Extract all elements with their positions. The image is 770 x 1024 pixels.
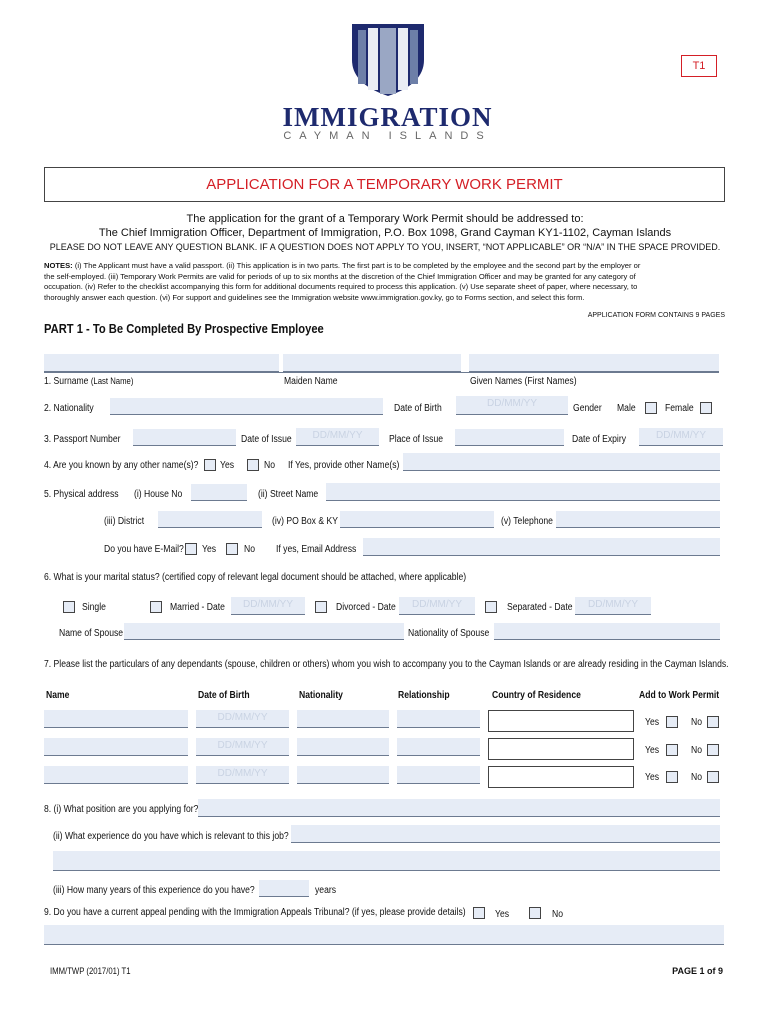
notes	[44, 261, 734, 304]
divorced-checkbox[interactable]	[315, 601, 327, 613]
dependant-country-input[interactable]	[488, 766, 634, 788]
expiry-input[interactable]: DD/MM/YY	[639, 428, 723, 446]
surname-label: 1. Surname (Last Name)	[44, 376, 134, 387]
single-label: Single	[82, 602, 106, 613]
divorced-date-input[interactable]: DD/MM/YY	[399, 597, 475, 615]
dependant-country-input[interactable]	[488, 738, 634, 760]
other-names-ifyes-label: If Yes, provide other Name(s)	[288, 460, 400, 471]
blank-warning: PLEASE DO NOT LEAVE ANY QUESTION BLANK. IF A QUESTION DOES NOT APPLY TO YOU, INSERT, “NOT APPLICABLE” OR “N/A” IN THE SPACE PROVIDED.	[49, 242, 721, 252]
years-question: (iii) How many years of this experience do you have?	[53, 885, 255, 896]
logo-subtitle: CAYMAN ISLANDS	[283, 130, 492, 142]
email-question: Do you have E-Mail?	[104, 544, 184, 555]
spouse-nationality-input[interactable]	[494, 623, 720, 640]
col-country: Country of Residence	[492, 690, 581, 701]
other-names-yes-label: Yes	[220, 460, 235, 471]
maiden-name-label: Maiden Name	[284, 376, 338, 387]
pobox-input[interactable]	[340, 511, 494, 528]
married-date-input[interactable]: DD/MM/YY	[231, 597, 305, 615]
email-no-checkbox[interactable]	[226, 543, 238, 555]
notes-label: NOTES:	[44, 261, 73, 270]
years-input[interactable]	[259, 880, 309, 897]
notes-line-4: thoroughly answer each question. (vi) For support and guidelines see the Immigration website www.immigration.gov.ky, go to Forms section, and select this form.	[44, 293, 585, 303]
street-name-label: (ii) Street Name	[258, 489, 319, 500]
experience-input[interactable]	[291, 825, 720, 843]
separated-date-input[interactable]: DD/MM/YY	[575, 597, 651, 615]
col-add-to-permit: Add to Work Permit	[639, 690, 720, 701]
permit-no-checkbox[interactable]	[707, 771, 719, 783]
house-no-input[interactable]	[191, 484, 247, 501]
email-no-label: No	[244, 544, 256, 555]
part-title: PART 1 - To Be Completed By Prospective Employee	[44, 321, 324, 336]
shield-logo-icon	[348, 22, 428, 97]
dependant-nationality-input[interactable]	[297, 710, 389, 728]
permit-yes-checkbox[interactable]	[666, 771, 678, 783]
married-checkbox[interactable]	[150, 601, 162, 613]
years-label: years	[315, 885, 337, 896]
gender-label: Gender	[573, 403, 602, 414]
other-names-input[interactable]	[403, 453, 720, 471]
appeal-yes-label: Yes	[495, 909, 510, 920]
dependants-question: 7. Please list the particulars of any dependants (spouse, children or others) whom you wish to accompany you to the Cayman Islands or are already residing in the Cayman Islands.	[44, 659, 729, 670]
female-checkbox[interactable]	[700, 402, 712, 414]
house-no-label: (i) House No	[134, 489, 183, 500]
separated-label: Separated - Date	[507, 602, 573, 613]
male-checkbox[interactable]	[645, 402, 657, 414]
permit-no-label: No	[691, 717, 703, 728]
col-dob: Date of Birth	[198, 690, 250, 701]
issue-date-input[interactable]: DD/MM/YY	[296, 428, 379, 446]
telephone-label: (v) Telephone	[501, 516, 553, 527]
email-ifyes-label: If yes, Email Address	[276, 544, 357, 555]
logo-title: IMMIGRATION	[282, 102, 493, 132]
permit-no-checkbox[interactable]	[707, 716, 719, 728]
maiden-name-input[interactable]	[283, 354, 461, 372]
permit-no-checkbox[interactable]	[707, 744, 719, 756]
single-checkbox[interactable]	[63, 601, 75, 613]
col-nationality: Nationality	[299, 690, 343, 701]
given-names-input[interactable]	[469, 354, 719, 372]
email-input[interactable]	[363, 538, 720, 556]
position-input[interactable]	[198, 799, 720, 817]
given-names-label: Given Names (First Names)	[470, 376, 577, 387]
form-code-badge: T1	[681, 55, 717, 77]
dependant-nationality-input[interactable]	[297, 766, 389, 784]
footer-form-code: IMM/TWP (2017/01) T1	[50, 966, 131, 976]
dependant-dob-input[interactable]: DD/MM/YY	[196, 738, 289, 756]
spouse-name-label: Name of Spouse	[59, 628, 124, 639]
permit-yes-label: Yes	[645, 745, 660, 756]
dependant-name-input[interactable]	[44, 766, 188, 784]
appeal-details-input[interactable]	[44, 925, 724, 945]
page-number: PAGE 1 of 9	[672, 966, 723, 976]
issue-date-label: Date of Issue	[241, 434, 292, 445]
address-line-1: The application for the grant of a Temporary Work Permit should be addressed to:	[186, 213, 584, 225]
permit-yes-checkbox[interactable]	[666, 716, 678, 728]
address-line-2: The Chief Immigration Officer, Department of Immigration, P.O. Box 1098, Grand Cayman KY1-1102, Cayman Islands	[98, 227, 672, 239]
appeal-yes-checkbox[interactable]	[473, 907, 485, 919]
other-names-yes-checkbox[interactable]	[204, 459, 216, 471]
dependant-dob-input[interactable]: DD/MM/YY	[196, 766, 289, 784]
dependant-name-input[interactable]	[44, 738, 188, 756]
dependant-nationality-input[interactable]	[297, 738, 389, 756]
dependant-country-input[interactable]	[488, 710, 634, 732]
female-label: Female	[665, 403, 694, 414]
telephone-input[interactable]	[556, 511, 720, 528]
col-name: Name	[46, 690, 70, 701]
pobox-label: (iv) PO Box & KY	[272, 516, 338, 527]
permit-yes-label: Yes	[645, 717, 660, 728]
form-title: APPLICATION FOR A TEMPORARY WORK PERMIT	[206, 176, 563, 193]
experience-input-line-2[interactable]	[53, 851, 720, 871]
col-relationship: Relationship	[398, 690, 450, 701]
email-yes-label: Yes	[202, 544, 217, 555]
dependant-name-input[interactable]	[44, 710, 188, 728]
permit-no-label: No	[691, 772, 703, 783]
dependant-dob-input[interactable]: DD/MM/YY	[196, 710, 289, 728]
dependant-relationship-input[interactable]	[397, 738, 480, 756]
notes-line-2: the self-employed. (iii) Temporary Work Permits are valid for periods of up to six months at the discretion of the Chief Immigration Officer and may be granted for any category of	[44, 271, 636, 281]
district-input[interactable]	[158, 511, 262, 528]
permit-yes-checkbox[interactable]	[666, 744, 678, 756]
issue-place-label: Place of Issue	[389, 434, 444, 445]
issue-place-input[interactable]	[455, 429, 564, 446]
dependant-relationship-input[interactable]	[397, 710, 480, 728]
passport-input[interactable]	[133, 429, 236, 446]
marital-status-question: 6. What is your marital status? (certified copy of relevant legal document should be attached, where applicable)	[44, 572, 467, 583]
pages-note: APPLICATION FORM CONTAINS 9 PAGES	[587, 312, 725, 319]
other-names-no-checkbox[interactable]	[247, 459, 259, 471]
married-label: Married - Date	[170, 602, 225, 613]
email-yes-checkbox[interactable]	[185, 543, 197, 555]
expiry-label: Date of Expiry	[572, 434, 627, 445]
separated-checkbox[interactable]	[485, 601, 497, 613]
spouse-name-input[interactable]	[124, 623, 404, 640]
divorced-label: Divorced - Date	[336, 602, 396, 613]
physical-address-label: 5. Physical address	[44, 489, 119, 500]
appeal-question: 9. Do you have a current appeal pending with the Immigration Appeals Tribunal? (if yes, please provide details)	[44, 907, 466, 918]
dob-input[interactable]: DD/MM/YY	[456, 396, 568, 415]
spouse-nationality-label: Nationality of Spouse	[408, 628, 490, 639]
dependant-relationship-input[interactable]	[397, 766, 480, 784]
surname-input[interactable]	[44, 354, 279, 372]
permit-no-label: No	[691, 745, 703, 756]
notes-line-3: occupation. (iv) Refer to the checklist accompanying this form for additional documents required to process this application. (v) Use separate sheet of paper, where necessary, to	[44, 282, 638, 292]
notes-line-1: (i) The Applicant must have a valid passport. (ii) This application is in two parts. The first part is to be completed by the employee and the second part by the employer or	[72, 261, 641, 270]
immigration-logo	[280, 22, 495, 147]
district-label: (iii) District	[104, 516, 145, 527]
other-names-question: 4. Are you known by any other name(s)?	[44, 460, 199, 471]
male-label: Male	[617, 403, 636, 414]
other-names-no-label: No	[264, 460, 276, 471]
dob-label: Date of Birth	[394, 403, 442, 414]
experience-question: (ii) What experience do you have which is relevant to this job?	[53, 831, 289, 842]
appeal-no-checkbox[interactable]	[529, 907, 541, 919]
nationality-input[interactable]	[110, 398, 383, 415]
street-name-input[interactable]	[326, 483, 720, 501]
position-question: 8. (i) What position are you applying for?	[44, 804, 199, 815]
appeal-no-label: No	[552, 909, 564, 920]
permit-yes-label: Yes	[645, 772, 660, 783]
nationality-label: 2. Nationality	[44, 403, 94, 414]
passport-label: 3. Passport Number	[44, 434, 121, 445]
